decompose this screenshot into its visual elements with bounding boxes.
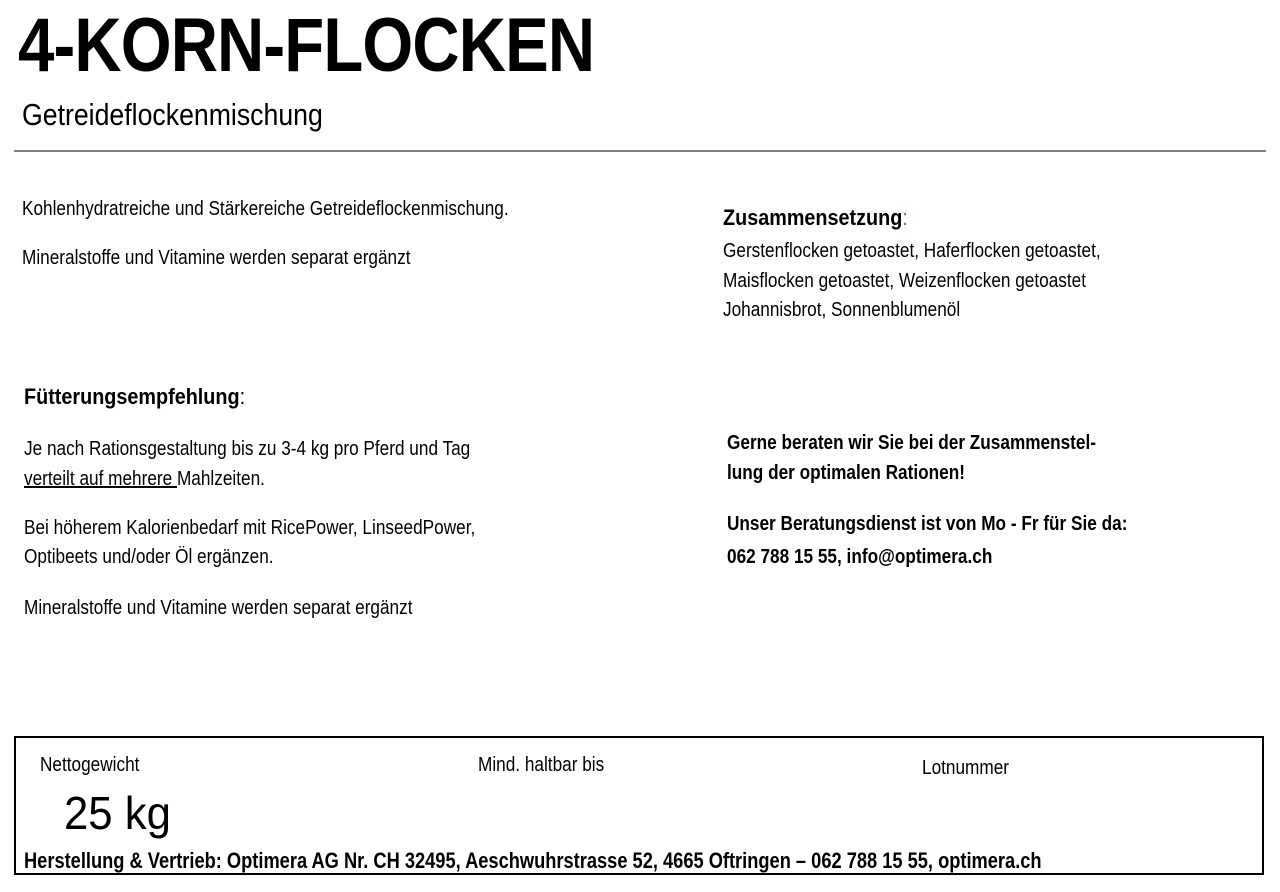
advice-line-2: lung der optimalen Rationen! <box>727 462 965 484</box>
intro-line-2: Mineralstoffe und Vitamine werden separat ergänzt <box>22 247 411 269</box>
feeding-p1-line-2-rest: Mahlzeiten. <box>176 468 265 490</box>
feeding-p1-line-1: Je nach Rationsgestaltung bis zu 3-4 kg pro Pferd und Tag <box>24 438 471 460</box>
advice-line-1: Gerne beraten wir Sie bei der Zusammenstel- <box>727 432 1096 454</box>
composition-line-1: Gerstenflocken getoastet, Haferflocken getoastet, <box>723 240 1101 262</box>
product-title: 4-KORN-FLOCKEN <box>18 3 595 88</box>
feeding-p1-line-2 <box>24 464 265 494</box>
advice-line-4: 062 788 15 55, info@optimera.ch <box>727 546 993 568</box>
composition-heading <box>723 205 908 231</box>
feeding-p2-line-1: Bei höherem Kalorienbedarf mit RicePower, LinseedPower, <box>24 517 476 539</box>
feeding-heading <box>24 384 245 410</box>
feeding-p3: Mineralstoffe und Vitamine werden separat ergänzt <box>24 597 413 619</box>
header-divider <box>14 150 1266 152</box>
lot-number-label: Lotnummer <box>922 757 1009 779</box>
composition-heading-text: Zusammensetzung <box>723 205 903 230</box>
intro-line-1: Kohlenhydratreiche und Stärkereiche Getreideflockenmischung. <box>22 198 509 220</box>
feeding-underlined-text: verteilt auf mehrere <box>24 468 177 490</box>
best-before-label: Mind. haltbar bis <box>478 754 605 776</box>
feeding-heading-text: Fütterungsempfehlung <box>24 384 240 409</box>
feeding-p2-line-2: Optibeets und/oder Öl ergänzen. <box>24 546 274 568</box>
composition-line-2: Maisflocken getoastet, Weizenflocken getoastet <box>723 270 1087 292</box>
manufacturer-footer: Herstellung & Vertrieb: Optimera AG Nr. CH 32495, Aeschwuhrstrasse 52, 4665 Oftringen – 062 788 15 55, optimera.ch <box>24 848 1042 873</box>
net-weight-label: Nettogewicht <box>40 754 140 776</box>
net-weight-value: 25 kg <box>64 787 171 839</box>
composition-heading-colon: : <box>902 205 908 230</box>
product-subtitle: Getreideflockenmischung <box>22 97 323 132</box>
composition-line-3: Johannisbrot, Sonnenblumenöl <box>723 299 961 321</box>
advice-line-3: Unser Beratungsdienst ist von Mo - Fr für Sie da: <box>727 513 1128 535</box>
feeding-heading-colon: : <box>239 384 246 409</box>
